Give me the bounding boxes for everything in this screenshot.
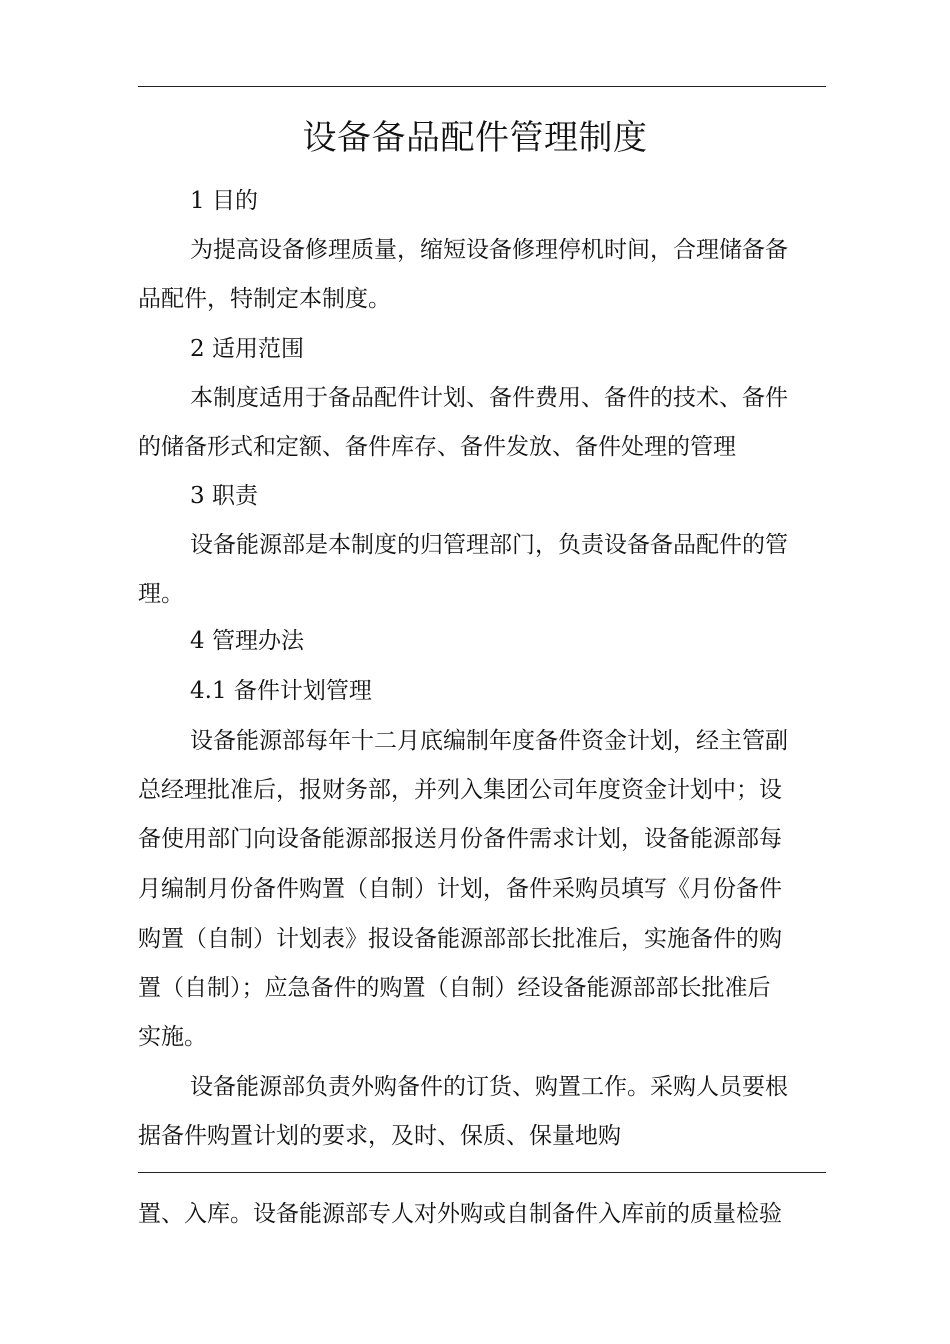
paragraph-line: 据备件购置计划的要求，及时、保质、保量地购 <box>138 1123 621 1149</box>
paragraph-line: 的储备形式和定额、备件库存、备件发放、备件处理的管理 <box>138 434 736 460</box>
page-break-rule <box>138 1172 826 1173</box>
heading-management: 4 管理办法 <box>190 628 304 654</box>
subheading-spare-parts-plan: 4.1 备件计划管理 <box>190 678 372 704</box>
paragraph-line: 购置（自制）计划表》报设备能源部部长批准后，实施备件的购 <box>138 926 782 952</box>
paragraph-line: 理。 <box>138 581 184 607</box>
paragraph-line: 为提高设备修理质量，缩短设备修理停机时间，合理储备备 <box>190 237 788 263</box>
heading-purpose: 1 目的 <box>190 188 258 214</box>
paragraph-line: 设备能源部负责外购备件的订货、购置工作。采购人员要根 <box>190 1074 788 1100</box>
paragraph-line: 实施。 <box>138 1024 207 1050</box>
heading-scope: 2 适用范围 <box>190 336 304 362</box>
heading-responsibility: 3 职责 <box>190 483 258 509</box>
next-page-line: 置、入库。设备能源部专人对外购或自制备件入库前的质量检验 <box>138 1201 782 1227</box>
paragraph-line: 设备能源部是本制度的归管理部门，负责设备备品配件的管 <box>190 532 788 558</box>
document-title: 设备备品配件管理制度 <box>302 118 648 158</box>
top-rule <box>138 86 826 87</box>
paragraph-line: 设备能源部每年十二月底编制年度备件资金计划，经主管副 <box>190 728 788 754</box>
paragraph-line: 总经理批准后，报财务部，并列入集团公司年度资金计划中；设 <box>138 777 782 803</box>
paragraph-line: 置（自制）；应急备件的购置（自制）经设备能源部部长批准后 <box>138 975 771 1001</box>
paragraph-line: 品配件，特制定本制度。 <box>138 286 391 312</box>
paragraph-line: 本制度适用于备品配件计划、备件费用、备件的技术、备件 <box>190 385 788 411</box>
paragraph-line: 月编制月份备件购置（自制）计划，备件采购员填写《月份备件 <box>138 876 782 902</box>
paragraph-line: 备使用部门向设备能源部报送月份备件需求计划，设备能源部每 <box>138 826 782 852</box>
